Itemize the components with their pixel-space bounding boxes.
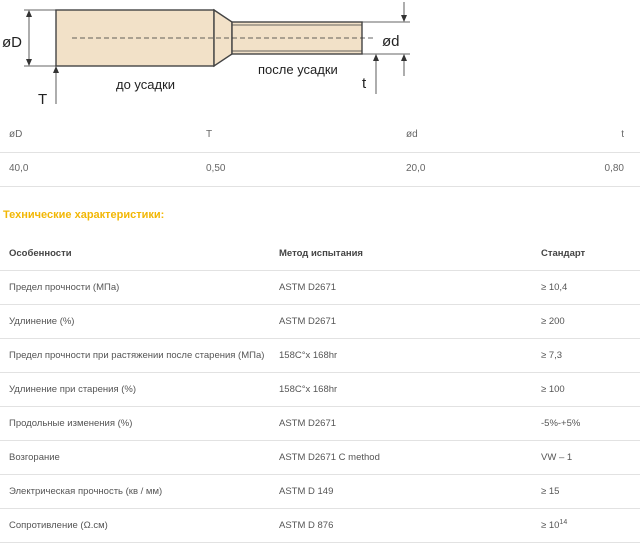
spec-feature: Предел прочности (МПа) [9, 282, 120, 293]
spec-feature: Удлинение при старения (%) [9, 384, 137, 395]
dim-value-outer-diameter: 40,0 [9, 163, 29, 174]
spec-feature: Сопротивление (Ω.см) [9, 520, 108, 531]
spec-method: 158С°х 168hr [279, 384, 338, 395]
dim-header-wall-after: t [621, 129, 624, 140]
spec-standard: ≥ 7,3 [541, 350, 563, 361]
dim-value-wall-before: 0,50 [206, 163, 226, 174]
spec-method: ASTM D 149 [279, 486, 334, 497]
spec-standard: ≥ 100 [541, 384, 565, 395]
spec-method: ASTM D2671 [279, 316, 337, 327]
dim-value-wall-after: 0,80 [604, 163, 624, 174]
spec-standard-base: ≥ 10 [541, 520, 560, 531]
table-row [0, 441, 640, 475]
table-row [0, 271, 640, 305]
caption-before-shrink: до усадки [116, 77, 176, 92]
spec-standard [541, 509, 567, 542]
spec-standard: ≥ 200 [541, 316, 565, 327]
table-row [0, 339, 640, 373]
spec-feature: Удлинение (%) [9, 316, 75, 327]
label-outer-diameter: øD [2, 34, 22, 51]
dim-header-inner-diameter: ød [406, 129, 418, 140]
spec-feature: Предел прочности при растяжении после старения (МПа) [9, 350, 265, 361]
section-title: Технические характеристики: [3, 209, 165, 221]
spec-standard-exponent: 14 [559, 519, 568, 526]
spec-method: ASTM D2671 [279, 282, 337, 293]
spec-feature: Возгорание [9, 452, 60, 463]
specs-header-method: Метод испытания [279, 248, 363, 259]
spec-method: 158С°х 168hr [279, 350, 338, 361]
label-inner-diameter: ød [382, 33, 400, 50]
dimensions-value-row [0, 152, 640, 187]
table-row [0, 509, 640, 543]
dimensions-header-row [0, 118, 640, 153]
label-wall-after: t [362, 75, 367, 92]
dim-header-wall-before: T [206, 129, 213, 140]
specs-header-standard: Стандарт [541, 248, 586, 259]
spec-feature: Продольные изменения (%) [9, 418, 133, 429]
table-row [0, 305, 640, 339]
table-row [0, 407, 640, 441]
spec-method: ASTM D2671 [279, 418, 337, 429]
spec-standard: VW – 1 [541, 452, 573, 463]
table-row [0, 373, 640, 407]
spec-feature: Электрическая прочность (кв / мм) [9, 486, 163, 497]
dim-value-inner-diameter: 20,0 [406, 163, 426, 174]
spec-method: ASTM D2671 C method [279, 452, 380, 463]
spec-standard: -5%-+5% [541, 418, 581, 429]
spec-method: ASTM D 876 [279, 520, 334, 531]
shrink-tube-diagram [0, 0, 420, 112]
specs-header-feature: Особенности [9, 248, 72, 259]
caption-after-shrink: после усадки [258, 62, 338, 77]
specs-header-row [0, 237, 640, 271]
spec-standard: ≥ 15 [541, 486, 560, 497]
label-wall-before: T [38, 91, 48, 108]
dim-header-outer-diameter: øD [9, 129, 23, 140]
table-row [0, 475, 640, 509]
spec-standard: ≥ 10,4 [541, 282, 568, 293]
tube-before-shrink [56, 10, 214, 66]
